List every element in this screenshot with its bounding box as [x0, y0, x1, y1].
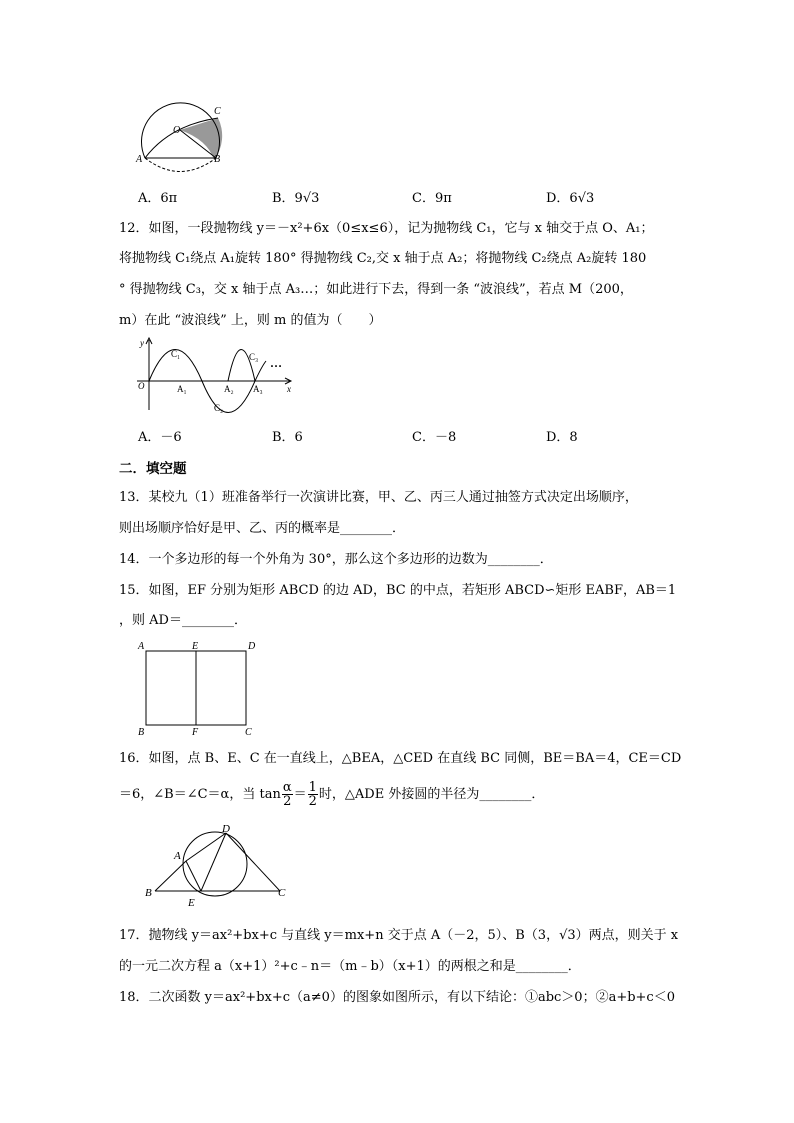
q16-label-b: B: [145, 887, 152, 899]
q16-circumcircle: [183, 832, 247, 896]
q11-option-b: B．9√3: [272, 191, 320, 206]
q15-label-d: D: [248, 641, 256, 652]
q18-line-1: 18．二次函数 y＝ax²+bx+c（a≠0）的图象如图所示，有以下结论：①abc＞0；②a+b+c＜0: [119, 990, 675, 1005]
q12-line-1: 12．如图，一段抛物线 y＝－x²+6x（0≤x≤6），记为抛物线 C₁，它与 x 轴交于点 O、A₁；: [119, 221, 654, 236]
q12-label-x: x: [287, 384, 291, 394]
q12-label-a2: A₂: [224, 384, 234, 394]
q16-line-2-pre: ＝6，∠B＝∠C＝α，当 tan: [119, 787, 281, 802]
q12-label-a3: A₃: [253, 384, 263, 394]
q12-label-c1: C₁: [171, 349, 181, 359]
q16-fraction-alpha-2: [282, 781, 293, 808]
q16-line-ae: [186, 861, 201, 891]
q12-line-3: ° 得抛物线 C₃，交 x 轴于点 A₃…；如此进行下去，得到一条 “波浪线”，若点 M（200，: [119, 282, 633, 297]
q16-fraction-1-2: [308, 781, 318, 808]
q13-line-1: 13．某校九（1）班准备举行一次演讲比赛，甲、乙、丙三人通过抽签方式决定出场顺序，: [119, 490, 638, 505]
q17-line-1: 17．抛物线 y＝ax²+bx+c 与直线 y＝mx+n 交于点 A（－2，5）、B（3，√3）两点，则关于 x: [119, 928, 679, 943]
q11-option-a: A．6π: [138, 191, 178, 206]
q16-frac1-num: α: [282, 780, 292, 795]
q15-label-c: C: [245, 727, 252, 738]
q12-figure: [132, 336, 302, 414]
q15-label-e: E: [192, 641, 199, 652]
q16-line-1: 16．如图，点 B、E、C 在一直线上，△BEA，△CED 在直线 BC 同侧，BE＝BA＝4，CE＝CD: [119, 751, 682, 766]
q12-label-dots: …: [270, 356, 282, 370]
q12-line-2: 将抛物线 C₁绕点 A₁旋转 180° 得抛物线 C₂,交 x 轴于点 A₂；将抛物线 C₂绕点 A₂旋转 180: [119, 251, 647, 266]
q17-line-2: 的一元二次方程 a（x+1）²+c﹣n＝（m﹣b）（x+1）的两根之和是________．: [119, 959, 581, 974]
q15-line-2: ，则 AD＝________．: [119, 613, 247, 628]
q16-label-e: E: [188, 897, 195, 909]
q16-figure: [140, 820, 300, 910]
q16-label-c: C: [278, 887, 286, 899]
q13-line-2: 则出场顺序恰好是甲、乙、丙的概率是________．: [119, 521, 406, 536]
q15-figure: [134, 638, 264, 738]
q16-equals: ＝: [293, 787, 307, 802]
q11-label-o: O: [173, 125, 181, 136]
q15-label-f: F: [192, 727, 199, 738]
q16-label-a: A: [174, 850, 181, 862]
q15-label-b: B: [138, 727, 145, 738]
q12-option-d: D．8: [546, 430, 578, 445]
section-heading-fill-in: 二．填空题: [119, 461, 187, 477]
q11-option-d: D．6√3: [546, 191, 595, 206]
q16-frac2-num: 1: [308, 780, 317, 795]
q15-line-1: 15．如图，EF 分别为矩形 ABCD 的边 AD，BC 的中点，若矩形 ABCD∽矩形 EABF，AB＝1: [119, 583, 677, 598]
q12-option-a: A．－6: [138, 430, 182, 445]
q11-label-c: C: [214, 106, 221, 117]
q12-option-b: B．6: [272, 430, 303, 445]
q16-line-2-post: 时，△ADE 外接圆的半径为________．: [318, 787, 545, 802]
q11-option-c: C．9π: [412, 191, 452, 206]
q16-line-2: [119, 780, 544, 810]
q16-line-ba: [155, 861, 186, 891]
q11-circle-lower-dashed: [145, 158, 216, 172]
q12-label-c2: C₂: [214, 403, 224, 413]
q14-line-1: 14．一个多边形的每一个外角为 30°，那么这个多边形的边数为________．: [119, 552, 553, 567]
q11-label-b: B: [214, 154, 221, 165]
q16-frac2-den: 2: [308, 794, 317, 809]
q11-label-a: A: [136, 154, 143, 165]
q16-line-cd: [226, 833, 280, 891]
q12-label-y: y: [140, 338, 144, 348]
q12-label-o: O: [138, 381, 145, 391]
q12-line-4: m）在此 “波浪线” 上，则 m 的值为（ ）: [119, 313, 382, 328]
q16-frac1-den: 2: [283, 794, 292, 809]
q11-figure: [130, 100, 230, 180]
q16-label-d: D: [222, 823, 230, 835]
q15-label-a: A: [138, 641, 145, 652]
q12-option-c: C．－8: [412, 430, 457, 445]
q12-label-c3: C₃: [249, 352, 259, 362]
q12-label-a1: A₁: [177, 384, 187, 394]
